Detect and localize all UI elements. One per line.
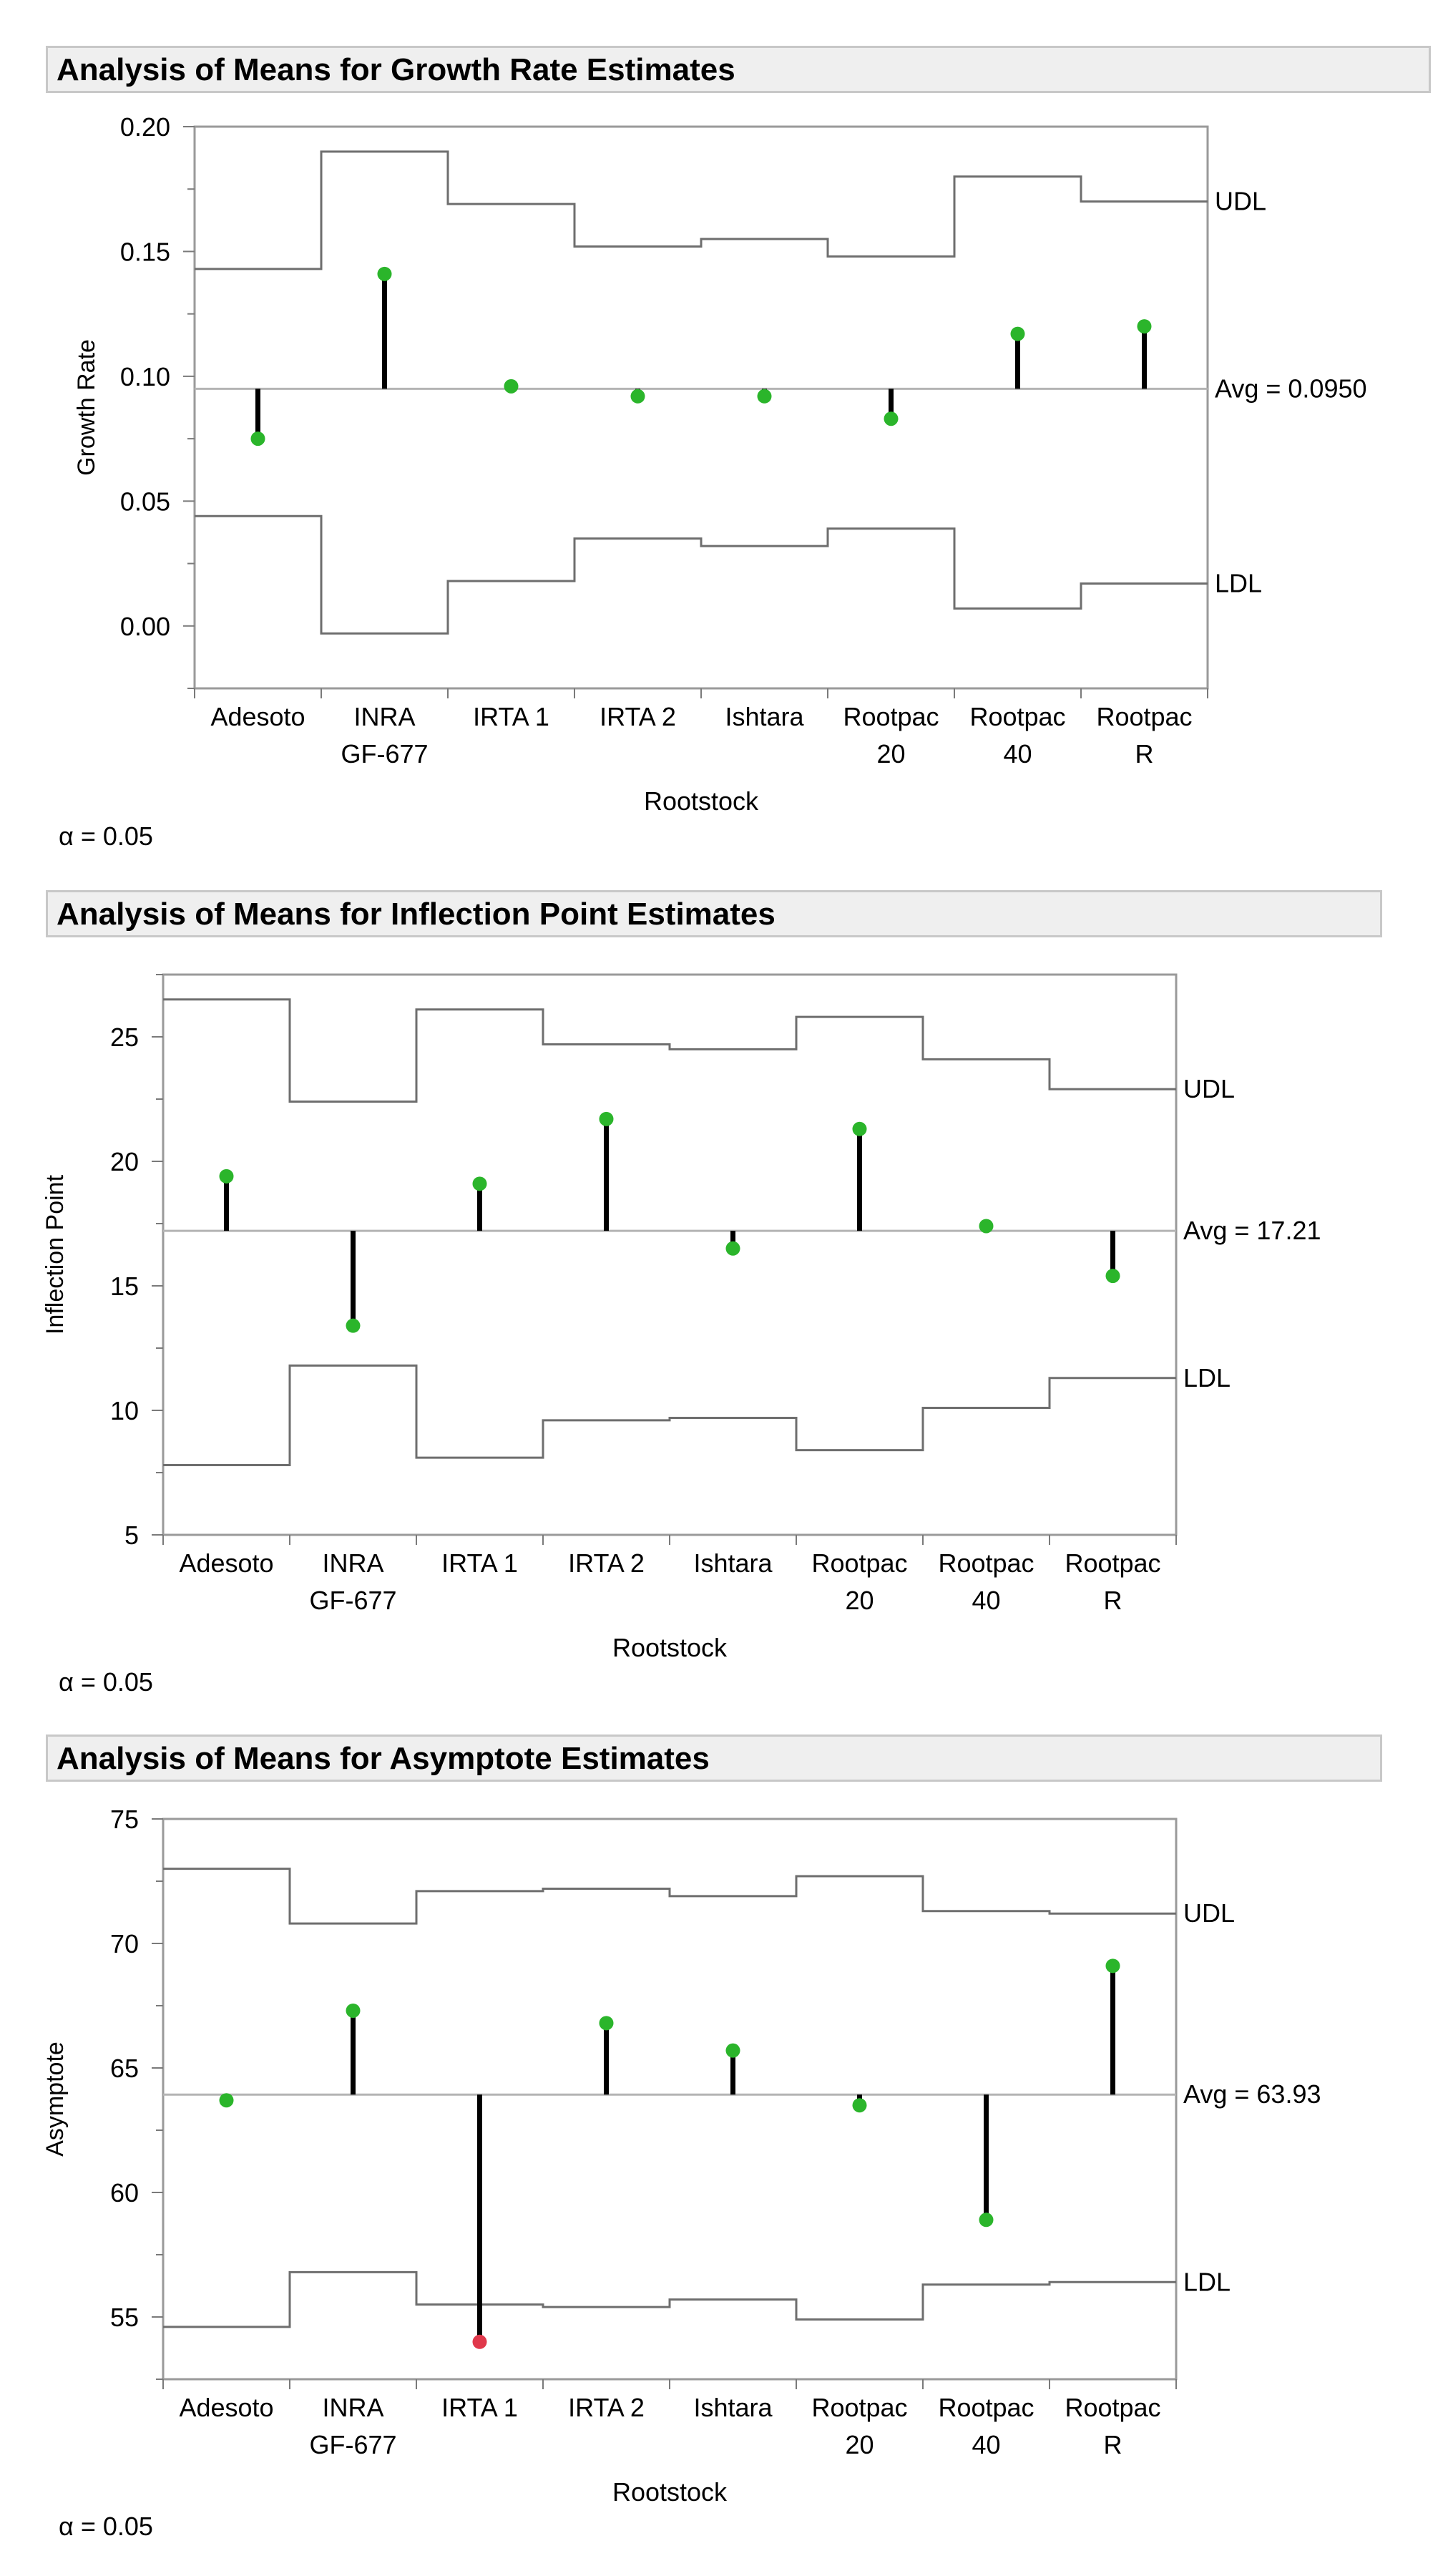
alpha-note: α = 0.05	[59, 821, 153, 851]
mean-point	[220, 2093, 234, 2107]
x-tick-label: IRTA 2	[600, 702, 676, 731]
mean-point	[884, 411, 899, 426]
mean-point	[758, 389, 772, 404]
mean-point	[853, 2098, 867, 2112]
x-tick-label: IRTA 1	[473, 702, 549, 731]
panel-header[interactable]	[46, 46, 1431, 93]
mean-point	[726, 1241, 740, 1256]
y-tick-label: 60	[109, 2178, 139, 2207]
y-tick-label: 0.05	[119, 487, 170, 517]
x-tick-label: Rootpac	[938, 2393, 1034, 2422]
mean-point	[1138, 319, 1152, 333]
y-tick-label: 25	[109, 1023, 139, 1052]
ldl-label: LDL	[1183, 2267, 1231, 2297]
mean-point	[473, 1176, 487, 1191]
mean-point	[600, 2016, 614, 2030]
ldl-label: LDL	[1183, 1362, 1231, 1392]
x-tick-label: Rootpac	[969, 702, 1066, 731]
udl-line	[163, 1869, 1176, 1924]
y-tick-label: 65	[109, 2054, 139, 2083]
x-axis-label: Rootstock	[643, 786, 759, 816]
y-tick-label: 55	[109, 2303, 139, 2332]
panel-header[interactable]	[46, 1735, 1382, 1782]
mean-point	[1106, 1269, 1120, 1283]
alpha-note: α = 0.05	[59, 1667, 153, 1697]
udl-label: UDL	[1183, 1898, 1236, 1928]
y-tick-label: 0.00	[119, 611, 170, 641]
udl-label: UDL	[1215, 186, 1267, 216]
y-tick-label: 20	[109, 1147, 139, 1176]
ldl-line	[163, 2272, 1176, 2327]
x-tick-label: Adesoto	[179, 2393, 274, 2422]
alpha-note: α = 0.05	[59, 2512, 153, 2541]
x-tick-label: 20	[845, 1586, 874, 1615]
x-tick-label: 40	[972, 2430, 1001, 2459]
x-tick-label: 20	[845, 2430, 874, 2459]
y-tick-label: 0.20	[119, 112, 170, 142]
x-tick-label: IRTA 2	[568, 2393, 645, 2422]
mean-point	[473, 2335, 487, 2349]
mean-point	[631, 389, 645, 404]
udl-line	[163, 1000, 1176, 1102]
x-tick-label: GF-677	[309, 2430, 397, 2459]
mean-point	[504, 379, 519, 394]
mean-point	[346, 2004, 361, 2018]
x-tick-label: Rootpac	[811, 1548, 908, 1578]
y-axis-label: Asymptote	[41, 2041, 69, 2157]
plot-frame	[195, 127, 1208, 688]
x-tick-label: R	[1103, 2430, 1122, 2459]
mean-point	[1011, 327, 1025, 341]
x-tick-label: INRA	[322, 1548, 384, 1578]
y-tick-label: 15	[109, 1272, 139, 1301]
x-tick-label: IRTA 2	[568, 1548, 645, 1578]
x-tick-label: INRA	[322, 2393, 384, 2422]
growth-rate-chart	[0, 100, 1448, 887]
x-tick-label: Adesoto	[210, 702, 305, 731]
average-label: Avg = 63.93	[1183, 2079, 1321, 2109]
x-axis-label: Rootstock	[612, 2477, 728, 2507]
y-tick-label: 10	[109, 1396, 139, 1425]
y-tick-label: 0.10	[119, 361, 170, 391]
y-tick-label: 75	[109, 1805, 139, 1834]
panel-title: Analysis of Means for Asymptote Estimates	[57, 1741, 710, 1776]
mean-point	[853, 1122, 867, 1136]
x-tick-label: INRA	[353, 702, 416, 731]
average-label: Avg = 0.0950	[1215, 374, 1367, 404]
x-tick-label: 40	[972, 1586, 1001, 1615]
y-tick-label: 0.15	[119, 237, 170, 267]
y-tick-label: 70	[109, 1929, 139, 1958]
x-tick-label: Rootpac	[1096, 702, 1193, 731]
x-tick-label: R	[1135, 739, 1154, 769]
mean-point	[979, 2212, 994, 2227]
inflection-point-chart	[0, 945, 1448, 1732]
x-tick-label: Rootpac	[843, 702, 939, 731]
x-tick-label: R	[1103, 1586, 1122, 1615]
udl-line	[195, 152, 1208, 269]
x-axis-label: Rootstock	[612, 1633, 728, 1662]
x-tick-label: IRTA 1	[441, 1548, 518, 1578]
x-tick-label: GF-677	[309, 1586, 397, 1615]
plot-frame	[163, 1819, 1176, 2379]
y-tick-label: 5	[124, 1521, 139, 1550]
x-tick-label: 40	[1003, 739, 1032, 769]
ldl-line	[195, 516, 1208, 633]
mean-point	[378, 267, 392, 281]
mean-point	[1106, 1958, 1120, 1973]
mean-point	[220, 1169, 234, 1184]
x-tick-label: Rootpac	[1065, 2393, 1161, 2422]
x-tick-label: IRTA 1	[441, 2393, 518, 2422]
x-tick-label: Ishtara	[693, 2393, 773, 2422]
panel-header[interactable]	[46, 890, 1382, 937]
x-tick-label: Rootpac	[1065, 1548, 1161, 1578]
y-axis-label: Inflection Point	[41, 1174, 69, 1335]
panel-title: Analysis of Means for Growth Rate Estimates	[57, 52, 735, 87]
average-label: Avg = 17.21	[1183, 1216, 1321, 1246]
y-axis-label: Growth Rate	[73, 339, 100, 476]
panel-title: Analysis of Means for Inflection Point Estimates	[57, 897, 776, 932]
ldl-line	[163, 1365, 1176, 1465]
udl-label: UDL	[1183, 1074, 1236, 1104]
ldl-label: LDL	[1215, 568, 1263, 598]
mean-point	[251, 431, 265, 446]
mean-point	[346, 1319, 361, 1333]
x-tick-label: Rootpac	[811, 2393, 908, 2422]
mean-point	[726, 2044, 740, 2058]
mean-point	[600, 1112, 614, 1126]
asymptote-chart	[0, 1789, 1448, 2576]
x-tick-label: Ishtara	[725, 702, 804, 731]
mean-point	[979, 1219, 994, 1233]
x-tick-label: Rootpac	[938, 1548, 1034, 1578]
x-tick-label: 20	[876, 739, 906, 769]
x-tick-label: Adesoto	[179, 1548, 274, 1578]
x-tick-label: GF-677	[341, 739, 429, 769]
x-tick-label: Ishtara	[693, 1548, 773, 1578]
